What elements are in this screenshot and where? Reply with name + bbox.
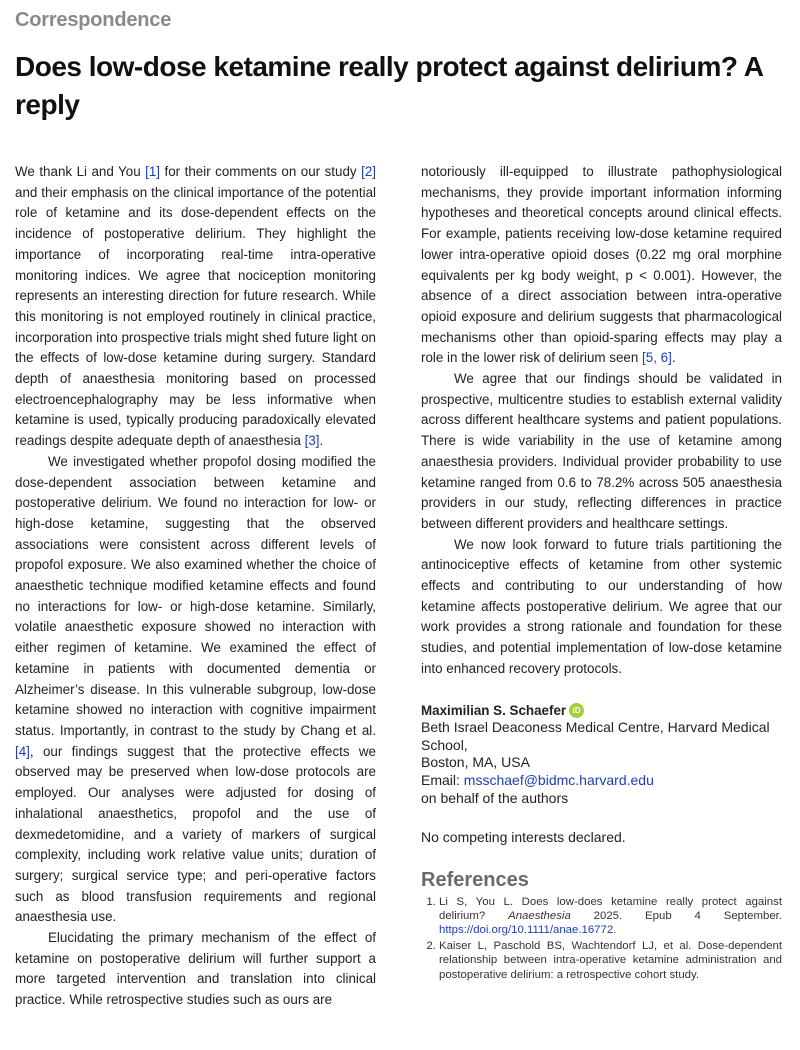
citation-link[interactable]: [3]: [304, 433, 320, 449]
section-label: Correspondence: [15, 9, 172, 31]
text: Li S, You L. Does low-does ketamine really protect against delirium?: [439, 895, 782, 922]
citation-link[interactable]: [5, 6]: [642, 350, 672, 366]
email-line: [421, 772, 782, 790]
author-name: [421, 702, 584, 720]
reference-item: [439, 895, 782, 938]
text: We thank Li and You: [15, 164, 146, 179]
text: 2025. Epub 4 September.: [570, 909, 782, 922]
text: Kaiser L, Paschold BS, Wachtendorf LJ, et al. Dose-dependent relationship between intra-operative ketamine administration and postoperative delirium: a retrospective cohort study.: [439, 940, 782, 981]
orcid-icon[interactable]: iD: [569, 703, 584, 718]
right-column: [421, 162, 782, 984]
affiliation-line: Beth Israel Deaconess Medical Centre, Harvard Medical School,: [421, 719, 770, 753]
paragraph: [15, 452, 376, 928]
paragraph: [421, 162, 782, 369]
author-block: [421, 702, 782, 808]
author-name-text: Maximilian S. Schaefer: [421, 702, 567, 718]
email-link[interactable]: msschaef@bidmc.harvard.edu: [463, 771, 654, 788]
text: notoriously ill-equipped to illustrate pathophysiological mechanisms, they provide important information informing hypotheses and theoretical concepts around clinical effects. For example, patients receiving low-dose ketamine required lower intra-operative opioid doses (0.22 mg oral morphine equivalents per kg body weight, p < 0.001). However, the absence of a direct association between intra-operative opioid exposure and delirium suggests that pharmacological mechanisms other than opioid-sparing effects may play a role in the lower risk of delirium seen: [421, 164, 782, 366]
journal-name: Anaesthesia: [508, 909, 571, 922]
text: .: [319, 433, 324, 449]
text: .: [613, 923, 617, 936]
email-label: Email:: [421, 771, 464, 788]
paragraph: We agree that our findings should be validated in prospective, multicentre studies to establish external validity across different healthcare systems and patient populations. There is wide variability in the use of ketamine among anaesthesia providers. Individual provider probability to use ketamine ranged from 0.6 to 78.2% across 505 anaesthesia providers in our study, reflecting differences in practice between different providers and healthcare settings.: [421, 371, 782, 531]
text: for their comments on our study: [160, 164, 362, 179]
paragraph: Elucidating the primary mechanism of the effect of ketamine on postoperative delirium will further support a more targeted intervention and translation into clinical practice. While retrospective studies such as ours are: [15, 930, 376, 1008]
references-heading: References: [421, 868, 529, 891]
reference-list: [421, 895, 782, 982]
text: We investigated whether propofol dosing modified the dose-dependent association between ketamine and postoperative delirium. We found no interaction for low- or high-dose ketamine, suggesting that the observed associations were consistent across different levels of propofol exposure. We also examined whether the choice of anaesthetic technique modified ketamine effects and found no interactions for low- or high-dose ketamine. Similarly, volatile anaesthetic exposure showed no interaction with either regimen of ketamine. We examined the effect of ketamine in patients with documented dementia or Alzheimer’s disease. In this vulnerable subgroup, low-dose ketamine showed no interaction with cognitive impairment status. Importantly, in contrast to the study by Chang et al.: [15, 453, 376, 738]
text: .: [671, 350, 676, 366]
reference-item: [439, 939, 782, 982]
text: , our findings suggest that the protective effects we observed may be preserved when low-dose protocols are employed. Our analyses were adjusted for dosing of inhalational anaesthetics, propofol and the use of dexmedetomidine, and a variety of markers of surgical complexity, including work relative value units; duration of surgery; surgical service type; and peri-operative factors such as blood transfusion requirements and regional anaesthesia use.: [15, 743, 376, 925]
paragraph: [15, 162, 376, 452]
citation-link[interactable]: [2]: [361, 164, 376, 179]
paragraph: We now look forward to future trials partitioning the antinociceptive effects of ketamine from other systemic effects and contributing to our understanding of how ketamine affects postoperative delirium. We agree that our work provides a strong rationale and foundation for these studies, and potential implementation of low-dose ketamine into enhanced recovery protocols.: [421, 536, 782, 676]
on-behalf-note: on behalf of the authors: [421, 789, 569, 806]
left-column: [15, 162, 376, 1011]
text: and their emphasis on the clinical importance of the potential role of ketamine and its dose-dependent effects on the incidence of postoperative delirium. They highlight the importance of incorporating real-time intra-operative monitoring indices. We agree that nociception monitoring represents an interesting direction for future research. While this monitoring is not employed routinely in clinical practice, incorporation into prospective trials might shed future light on the effects of low-dose ketamine during surgery. Standard depth of anaesthesia monitoring based on processed electroencephalography may be less informative when ketamine is used, typically producing paradoxically elevated readings despite adequate depth of anaesthesia: [15, 184, 376, 449]
article-title: Does low-dose ketamine really protect against delirium? A reply: [15, 51, 763, 120]
affiliation-line: Boston, MA, USA: [421, 754, 530, 771]
competing-interests: No competing interests declared.: [421, 829, 626, 846]
citation-link[interactable]: [1]: [145, 164, 161, 179]
citation-link[interactable]: [4]: [15, 743, 30, 759]
doi-link[interactable]: https://doi.org/10.1111/anae.16772: [439, 923, 614, 936]
